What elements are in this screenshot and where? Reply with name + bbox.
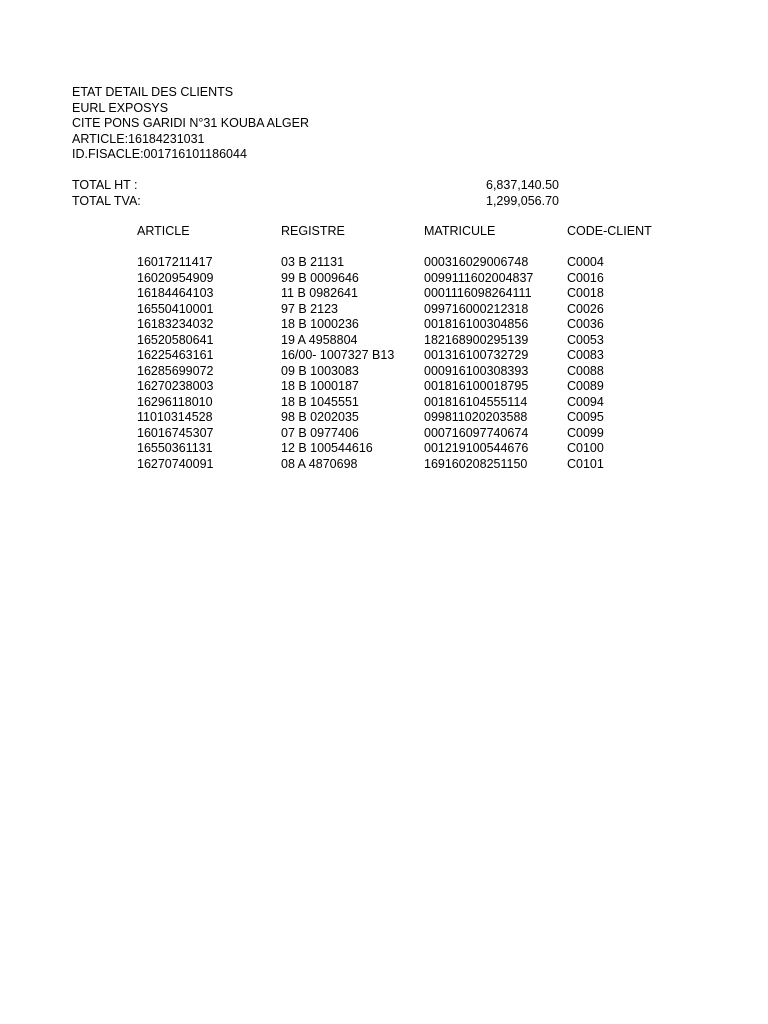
cell-matricule: 001816100304856 <box>424 317 529 331</box>
company-address: CITE PONS GARIDI N°31 KOUBA ALGER <box>72 116 310 130</box>
cell-article: 16520580641 <box>137 332 214 347</box>
company-name: EURL EXPOSYS <box>72 100 169 115</box>
table-row <box>137 255 697 271</box>
cell-matricule: 169160208251150 <box>424 456 528 471</box>
cell-article: 16270238003 <box>137 379 214 393</box>
total-tva-value: 1,299,056.70 <box>486 193 559 208</box>
cell-article: 16017211417 <box>137 255 213 269</box>
table-row <box>137 317 697 333</box>
cell-article: 16550361131 <box>137 441 213 455</box>
cell-code-client: C0053 <box>567 332 604 347</box>
cell-registre: 07 B 0977406 <box>281 425 359 440</box>
table-row <box>137 410 697 426</box>
column-header-article: ARTICLE <box>137 224 190 238</box>
cell-matricule: 001219100544676 <box>424 441 529 455</box>
document-header <box>72 85 309 163</box>
cell-registre: 19 A 4958804 <box>281 332 358 347</box>
cell-article: 16296118010 <box>137 394 213 409</box>
cell-registre: 09 B 1003083 <box>281 363 359 378</box>
cell-matricule: 000316029006748 <box>424 255 529 269</box>
cell-code-client: C0026 <box>567 301 604 316</box>
total-tva-row <box>72 194 592 210</box>
cell-article: 16550410001 <box>137 301 214 316</box>
table-row <box>137 302 697 318</box>
total-ht-label: TOTAL HT : <box>72 178 138 192</box>
cell-article: 16184464103 <box>137 286 214 300</box>
totals-section <box>72 178 592 209</box>
cell-code-client: C0088 <box>567 363 604 378</box>
cell-code-client: C0018 <box>567 286 604 300</box>
cell-matricule: 0099111602004837 <box>424 270 534 285</box>
cell-matricule: 001316100732729 <box>424 348 529 362</box>
cell-code-client: C0094 <box>567 394 604 409</box>
cell-article: 16285699072 <box>137 363 214 378</box>
cell-article: 16270740091 <box>137 456 214 471</box>
cell-matricule: 182168900295139 <box>424 332 529 347</box>
report-title: ETAT DETAIL DES CLIENTS <box>72 85 234 99</box>
cell-article: 16020954909 <box>137 270 214 285</box>
cell-code-client: C0101 <box>567 456 604 471</box>
cell-matricule: 099811020203588 <box>424 410 528 424</box>
total-ht-value: 6,837,140.50 <box>486 178 559 192</box>
total-ht-row <box>72 178 592 194</box>
table-row <box>137 441 697 457</box>
cell-article: 16183234032 <box>137 317 214 331</box>
cell-code-client: C0016 <box>567 270 604 285</box>
cell-matricule: 0001116098264111 <box>424 286 532 300</box>
cell-registre: 18 B 1000187 <box>281 379 359 393</box>
company-fiscal-id: ID.FISACLE:001716101186044 <box>72 147 247 161</box>
cell-registre: 18 B 1000236 <box>281 317 359 331</box>
total-tva-label: TOTAL TVA: <box>72 193 141 208</box>
cell-code-client: C0099 <box>567 425 604 440</box>
cell-registre: 18 B 1045551 <box>281 394 359 409</box>
column-header-matricule: MATRICULE <box>424 224 496 238</box>
cell-code-client: C0100 <box>567 441 604 455</box>
table-row <box>137 457 697 473</box>
cell-code-client: C0036 <box>567 317 604 331</box>
cell-article: 16016745307 <box>137 425 214 440</box>
column-header-registre: REGISTRE <box>281 224 345 238</box>
cell-matricule: 001816104555114 <box>424 394 528 409</box>
column-header-code-client: CODE-CLIENT <box>567 224 652 238</box>
table-row <box>137 286 697 302</box>
cell-registre: 11 B 0982641 <box>281 286 358 300</box>
table-row <box>137 333 697 349</box>
cell-matricule: 099716000212318 <box>424 301 529 316</box>
table-row <box>137 271 697 287</box>
cell-registre: 99 B 0009646 <box>281 270 359 285</box>
clients-table <box>137 224 697 472</box>
table-header <box>137 224 697 240</box>
cell-registre: 16/00- 1007327 B13 <box>281 348 395 362</box>
table-row <box>137 379 697 395</box>
table-row <box>137 364 697 380</box>
table-row <box>137 348 697 364</box>
cell-article: 16225463161 <box>137 348 214 362</box>
cell-code-client: C0089 <box>567 379 604 393</box>
cell-matricule: 000716097740674 <box>424 425 529 440</box>
cell-registre: 03 B 21131 <box>281 255 345 269</box>
cell-matricule: 000916100308393 <box>424 363 529 378</box>
table-row <box>137 395 697 411</box>
cell-registre: 12 B 100544616 <box>281 441 373 455</box>
company-article: ARTICLE:16184231031 <box>72 131 205 146</box>
table-row <box>137 426 697 442</box>
cell-article: 11010314528 <box>137 410 213 424</box>
cell-registre: 98 B 0202035 <box>281 410 359 424</box>
cell-registre: 97 B 2123 <box>281 301 338 316</box>
cell-code-client: C0004 <box>567 255 604 269</box>
cell-code-client: C0083 <box>567 348 604 362</box>
cell-registre: 08 A 4870698 <box>281 456 358 471</box>
cell-matricule: 001816100018795 <box>424 379 529 393</box>
cell-code-client: C0095 <box>567 410 604 424</box>
